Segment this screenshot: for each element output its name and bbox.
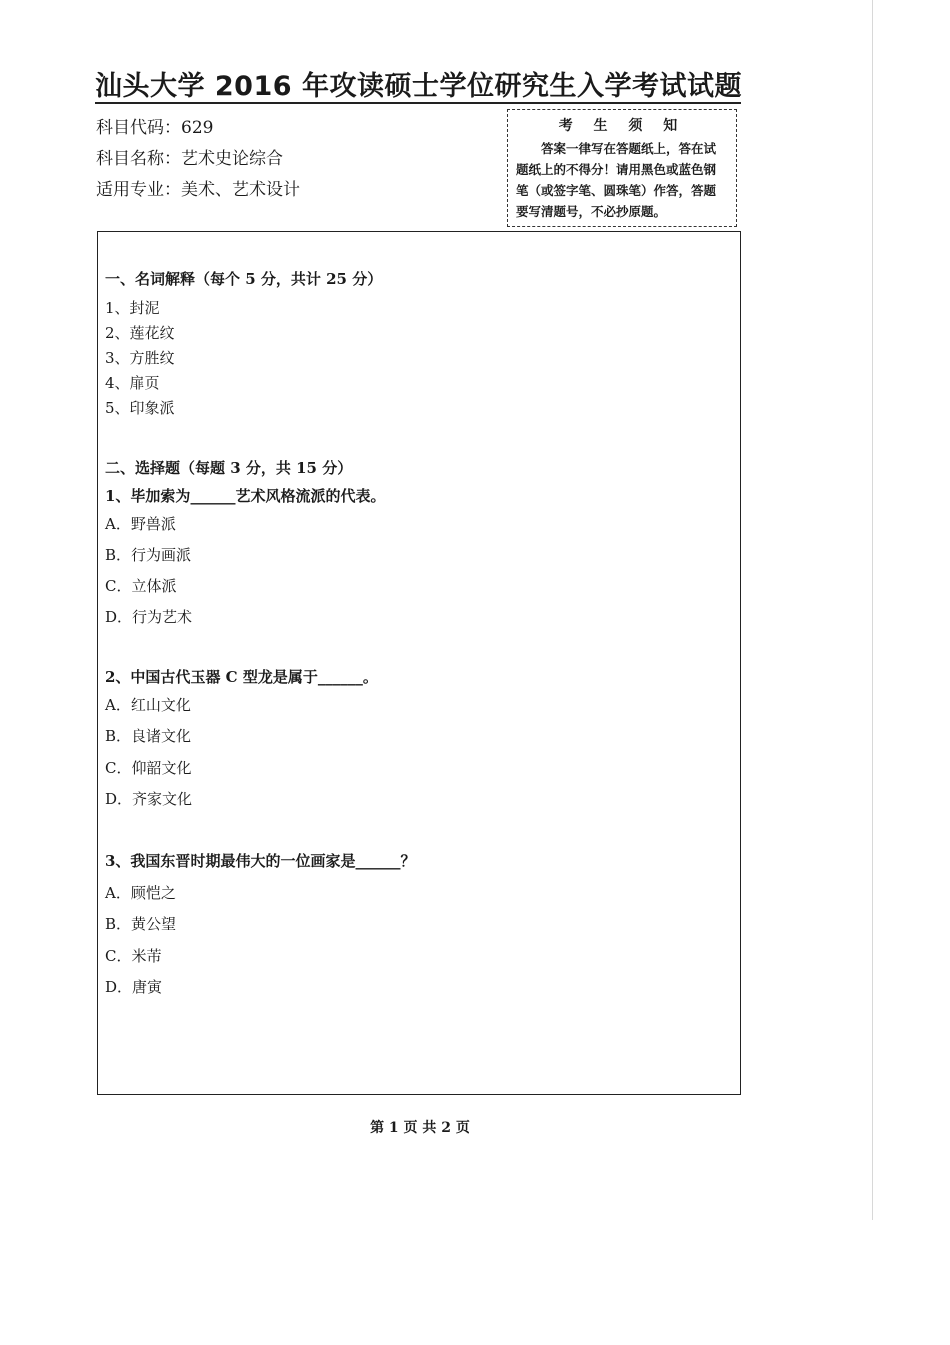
section2-heading: 二、选择题（每题 3 分，共 15 分） [105, 459, 353, 477]
term-item: 3、方胜纹 [105, 349, 175, 367]
term-item: 5、印象派 [105, 399, 175, 417]
question-text: 1、毕加索为______艺术风格流派的代表。 [105, 487, 386, 505]
title-underline [95, 102, 741, 104]
term-item: 4、扉页 [105, 374, 160, 392]
page-number: 第 1 页 共 2 页 [370, 1120, 470, 1136]
scan-edge-line [872, 0, 873, 1220]
option-item: A．顾恺之 [105, 884, 176, 902]
section1-heading: 一、名词解释（每个 5 分，共计 25 分） [105, 270, 383, 288]
notice-title: 考 生 须 知 [558, 118, 686, 134]
option-item: C．仰韶文化 [105, 759, 192, 777]
exam-title: 汕头大学 2016 年攻读硕士学位研究生入学考试试题 [95, 71, 742, 102]
option-item: A．野兽派 [105, 515, 176, 533]
subject-name: 科目名称：艺术史论综合 [96, 149, 283, 169]
notice-body: 答案一律写在答题纸上，答在试题纸上的不得分！请用黑色或蓝色钢笔（或签字笔、圆珠笔）作答，答题要写清题号，不必抄原题。 [516, 141, 717, 219]
option-item: B．良诸文化 [105, 727, 192, 745]
applicable-major: 适用专业：美术、艺术设计 [96, 180, 300, 200]
option-item: C．米芾 [105, 947, 162, 965]
option-item: D．行为艺术 [105, 608, 193, 626]
option-item: D．唐寅 [105, 978, 163, 996]
option-item: D．齐家文化 [105, 790, 193, 808]
subject-code: 科目代码：629 [96, 118, 214, 138]
option-item: B．黄公望 [105, 915, 177, 933]
option-item: B．行为画派 [105, 546, 192, 564]
term-item: 2、莲花纹 [105, 324, 175, 342]
question-text: 2、中国古代玉器 C 型龙是属于______。 [105, 668, 378, 686]
question-text: 3、我国东晋时期最伟大的一位画家是______？ [105, 852, 416, 870]
question-box [97, 231, 741, 1095]
candidate-notice-box [507, 109, 737, 227]
option-item: A．红山文化 [105, 696, 191, 714]
term-item: 1、封泥 [105, 299, 160, 317]
option-item: C．立体派 [105, 577, 177, 595]
